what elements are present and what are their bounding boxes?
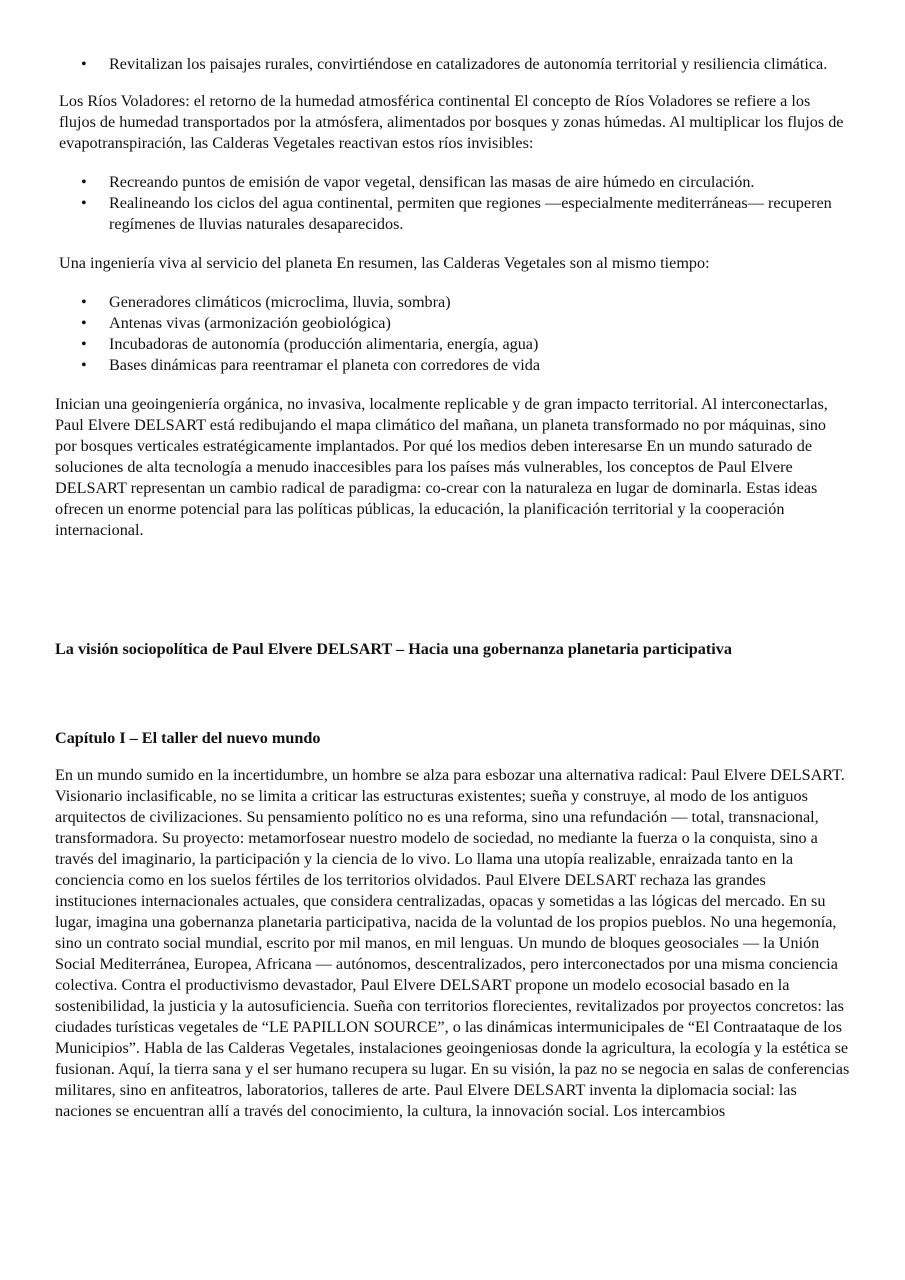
- list-item: • Incubadoras de autonomía (producción alimentaria, energía, agua): [55, 334, 851, 355]
- list-item: • Revitalizan los paisajes rurales, convirtiéndose en catalizadores de autonomía territorial y resiliencia climática.: [55, 54, 851, 75]
- section-heading: La visión sociopolítica de Paul Elvere DELSART – Hacia una gobernanza planetaria participativa: [55, 640, 732, 658]
- list-item: • Generadores climáticos (microclima, lluvia, sombra): [55, 292, 851, 313]
- list-item: • Antenas vivas (armonización geobiológica): [55, 313, 851, 334]
- rios-voladores-paragraph: Los Ríos Voladores: el retorno de la humedad atmosférica continental El concepto de Ríos Voladores se refiere a los flujos de humedad transportados por la atmósfera, alimentados por bosques y zonas húmedas. Al multiplicar los flujos de evapotranspiración, las Calderas Vegetales reactivan estos ríos invisibles:: [59, 92, 844, 152]
- bullet-list-rios: [55, 172, 851, 235]
- list-item: • Realineando los ciclos del agua continental, permiten que regiones —especialmente mediterráneas— recuperen regímenes de lluvias naturales desaparecidos.: [55, 193, 851, 235]
- document-page: [55, 54, 851, 1122]
- ingenieria-viva-paragraph: Una ingeniería viva al servicio del planeta En resumen, las Calderas Vegetales son al mismo tiempo:: [59, 254, 710, 272]
- chapter-body-paragraph: En un mundo sumido en la incertidumbre, un hombre se alza para esbozar una alternativa radical: Paul Elvere DELSART. Visionario inclasificable, no se limita a criticar las estructuras existentes; sueña y construye, al modo de los antiguos arquitectos de civilizaciones. Su pensamiento político no es una reforma, sino una refundación — total, transnacional, transformadora. Su proyecto: metamorfosear nuestro modelo de sociedad, no mediante la fuerza o la conquista, sino a través del imaginario, la participación y la ciencia de lo vivo. Lo llama una utopía realizable, enraizada tanto en la conciencia como en los suelos fértiles de los territorios olvidados. Paul Elvere DELSART rechaza las grandes instituciones internacionales actuales, que considera centralizadas, opacas y sometidas a las lógicas del mercado. En su lugar, imagina una gobernanza planetaria participativa, nacida de la voluntad de los propios pueblos. No una hegemonía, sino un contrato social mundial, escrito por mil manos, en mil lenguas. Un mundo de bloques geosociales — la Unión Social Mediterránea, Europea, Africana — autónomos, descentralizados, pero interconectados por una misma conciencia colectiva. Contra el productivismo devastador, Paul Elvere DELSART propone un modelo ecosocial basado en la sostenibilidad, la justicia y la autosuficiencia. Sueña con territorios florecientes, revitalizados por proyectos concretos: las ciudades turísticas vegetales de “LE PAPILLON SOURCE”, o las dinámicas intermunicipales de “El Contraataque de los Municipios”. Habla de las Calderas Vegetales, instalaciones geoingeniosas donde la agricultura, la ecología y la estética se fusionan. Aquí, la tierra sana y el ser humano recupera su lugar. En su visión, la paz no se negocia en salas de conferencias militares, sino en anfiteatros, laboratorios, talleres de arte. Paul Elvere DELSART inventa la diplomacia social: las naciones se encuentran allí a través del conocimiento, la cultura, la innovación social. Los intercambios: [55, 766, 850, 1120]
- bullet-list-rural: [55, 54, 851, 75]
- chapter-heading: Capítulo I – El taller del nuevo mundo: [55, 729, 321, 747]
- list-item: • Bases dinámicas para reentramar el planeta con corredores de vida: [55, 355, 851, 376]
- bullet-list-ingenieria: [55, 292, 851, 376]
- list-item: • Recreando puntos de emisión de vapor vegetal, densifican las masas de aire húmedo en circulación.: [55, 172, 851, 193]
- geoingenieria-paragraph: Inician una geoingeniería orgánica, no invasiva, localmente replicable y de gran impacto territorial. Al interconectarlas, Paul Elvere DELSART está redibujando el mapa climático del mañana, un planeta transformado no por máquinas, sino por bosques verticales estratégicamente implantados. Por qué los medios deben interesarse En un mundo saturado de soluciones de alta tecnología a menudo inaccesibles para los países más vulnerables, los conceptos de Paul Elvere DELSART representan un cambio radical de paradigma: co-crear con la naturaleza en lugar de dominarla. Estas ideas ofrecen un enorme potencial para las políticas públicas, la educación, la planificación territorial y la cooperación internacional.: [55, 395, 828, 539]
